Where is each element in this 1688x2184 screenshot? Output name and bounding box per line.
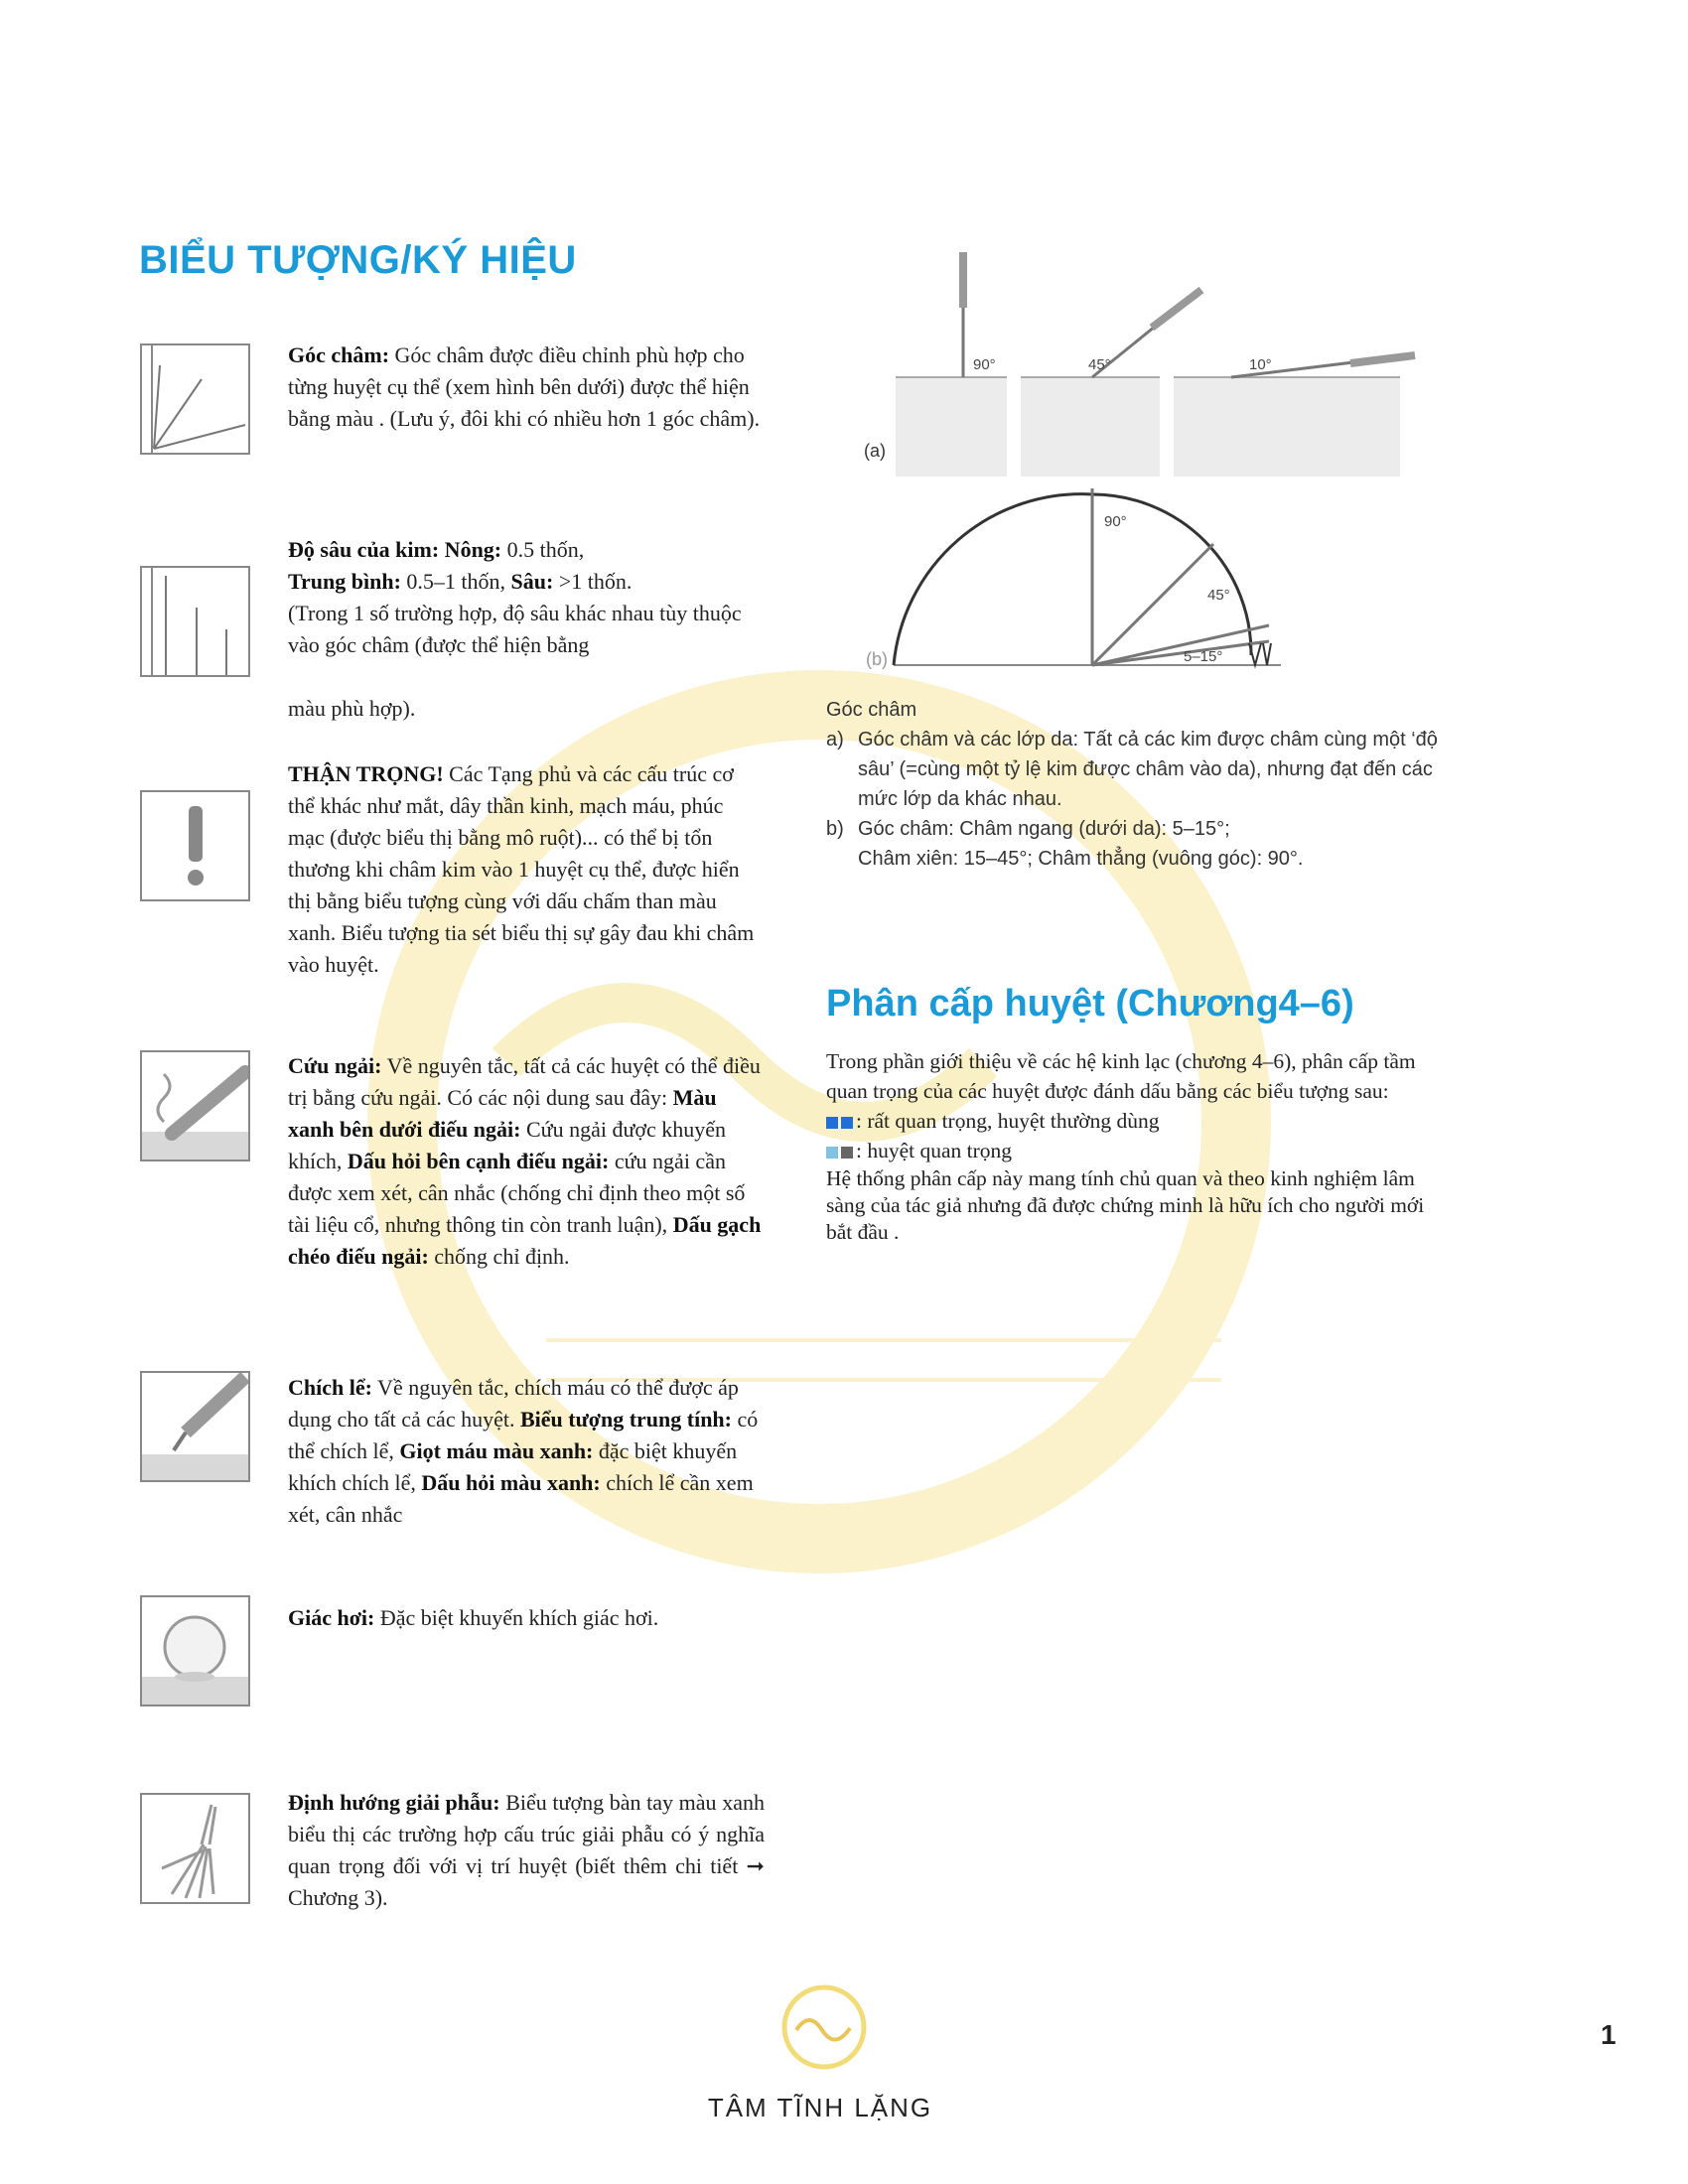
anatomy-hand-icon: [140, 1793, 250, 1904]
caption-item-b: b) Góc châm: Châm ngang (dưới da): 5–15°; Châm xiên: 15–45°; Châm thẳng (vuông góc): 90°.: [826, 818, 1304, 870]
moxibustion-icon: [140, 1050, 250, 1161]
page-number: 1: [1601, 2019, 1617, 2050]
page-title: BIỂU TƯỢNG/KÝ HIỆU: [139, 238, 577, 282]
caption-item-a: a) Góc châm và các lớp da: Tất cả các kim được châm cùng một ‘độ sâu’ (=cùng một tỷ lệ kim được châm vào da), nhưng đạt đến các mức lớp da khác nhau.: [826, 729, 1438, 810]
square-icon: [826, 1147, 838, 1159]
angle-label-b-5-15: 5–15°: [1184, 648, 1223, 665]
panel-a-label: (a): [864, 441, 886, 461]
square-icon: [826, 1117, 838, 1129]
square-icon: [841, 1147, 853, 1159]
footer-brand: TÂM TĨNH LẶNG: [707, 2093, 933, 2122]
entry-anatomy: Định hướng giải phẫu: Biểu tượng bàn tay màu xanh biểu thị các trường hợp cấu trúc giải phẫu có ý nghĩa quan trọng đối với vị trí huyệt (biết thêm chi tiết ➞ Chương 3).: [288, 1790, 765, 1910]
angle-label-b-45: 45°: [1207, 587, 1230, 604]
needle-angle-icon: [140, 343, 250, 455]
legend-important: : huyệt quan trọng: [826, 1136, 1442, 1165]
entry-needle-angle: Góc châm: Góc châm được điều chỉnh phù hợp cho từng huyệt cụ thể (xem hình bên dưới) được thể hiện bằng màu . (Lưu ý, đôi khi có nhiều hơn 1 góc châm).: [288, 342, 761, 431]
cupping-icon: [140, 1595, 250, 1706]
entry-moxibustion: Cứu ngải: Về nguyên tắc, tất cả các huyệt có thể điều trị bằng cứu ngải. Có các nội dung sau đây: Màu xanh bên dưới điếu ngải: Cứu ngải được khuyến khích, Dấu hỏi bên cạnh điếu ngải: cứu ngải cần được xem xét, cân nhắc (chống chỉ định theo một số tài liệu cổ, nhưng thông tin còn tranh luận), Dấu gạch chéo điếu ngải: chống chỉ định.: [288, 1053, 762, 1269]
needle-depth-icon: [140, 566, 250, 677]
entry-bloodletting: Chích lể: Về nguyên tắc, chích máu có thể được áp dụng cho tất cả các huyệt. Biểu tượng trung tính: có thể chích lể, Giọt máu màu xanh: đặc biệt khuyến khích chích lể, Dấu hỏi màu xanh: chích lể cần xem xét, cân nhắc: [288, 1375, 759, 1527]
footer-logo: [774, 1980, 874, 2075]
section-heading: Phân cấp huyệt (Chương4–6): [826, 983, 1354, 1024]
angle-label-a-10: 10°: [1249, 356, 1272, 373]
bloodletting-icon: [140, 1371, 250, 1482]
needle-angle-figure-b: [854, 477, 1311, 675]
needle-angle-figure-a: [854, 238, 1430, 477]
angle-label-b-90: 90°: [1104, 513, 1127, 530]
entry-needle-depth: Độ sâu của kim: Nông: 0.5 thốn, Trung bình: 0.5–1 thốn, Sâu: >1 thốn. (Trong 1 số trường hợp, độ sâu khác nhau tùy thuộc vào góc châm (được thể hiện bằng màu phù hợp).: [288, 537, 742, 721]
square-icon: [841, 1117, 853, 1129]
angle-label-a-90: 90°: [973, 356, 996, 373]
panel-b-label: (b): [866, 649, 888, 669]
caption-title: Góc châm: [826, 699, 917, 721]
caution-exclamation-icon: [140, 790, 250, 901]
entry-cupping: Giác hơi: Đặc biệt khuyến khích giác hơi.: [288, 1605, 659, 1630]
legend-very-important: : rất quan trọng, huyệt thường dùng: [826, 1106, 1442, 1136]
entry-caution: THẬN TRỌNG! Các Tạng phủ và các cấu trúc cơ thể khác như mắt, dây thần kinh, mạch máu, phúc mạc (được biểu thị bằng mô ruột)... có thể bị tổn thương khi châm kim vào 1 huyệt cụ thể, được hiển thị bằng biểu tượng cùng với dấu chấm than màu xanh. Biểu tượng tia sét biểu thị sự gây đau khi châm vào huyệt.: [288, 761, 755, 977]
angle-label-a-45: 45°: [1088, 356, 1111, 373]
figure-caption: [826, 695, 1442, 874]
section-paragraph: Trong phần giới thiệu về các hệ kinh lạc (chương 4–6), phân cấp tầm quan trọng của các huyệt được đánh dấu bằng các biểu tượng sau: : rất quan trọng, huyệt thường dùng : huyệt quan trọng Hệ thống phân cấp này mang tính chủ quan và theo kinh nghiệm lâm sàng của tác giả nhưng đã được chứng minh là hữu ích cho người mới bắt đầu .: [826, 1046, 1442, 1246]
